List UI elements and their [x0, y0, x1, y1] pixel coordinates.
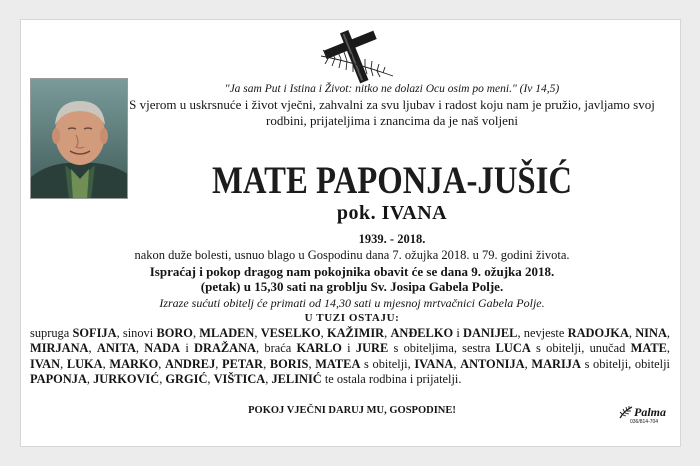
mourner-name: PETAR: [222, 356, 264, 371]
obituary-card: [20, 19, 681, 447]
mourner-name: GRGIĆ: [165, 372, 208, 387]
mourner-text: , braća: [256, 341, 297, 356]
mourner-name: DANIJEL: [463, 326, 518, 340]
mourner-text: ,: [666, 341, 671, 356]
intro-text: S vjerom u uskrsnuće i život vječni, zahvalni za svu ljubav i radost koju nam je pružio, javljamo svoj rodbini, prijateljima i znancima da je naš voljeni: [129, 97, 655, 128]
mourner-text: i: [341, 341, 356, 356]
mourner-text: i: [453, 326, 464, 340]
deceased-name: MATE PAPONJA-JUŠIĆ: [211, 159, 573, 202]
logo-wordmark: Palma: [634, 405, 666, 419]
mourner-text: s obitelji, unučad: [530, 341, 631, 356]
mourner-name: IVANA: [414, 356, 454, 371]
mourner-name: KAŽIMIR: [326, 326, 385, 340]
mourner-name: NADA: [144, 341, 181, 356]
mourners-heading: U TUZI OSTAJU:: [304, 312, 400, 324]
mourner-name: LUCA: [495, 341, 531, 356]
mourner-name: RADOJKA: [567, 326, 629, 340]
mourner-text: s obiteljima, sestra: [388, 341, 496, 356]
mourner-name: LUKA: [66, 356, 103, 371]
mourner-name: DRAŽANA: [194, 341, 257, 356]
logo-phone: 036/814-704: [630, 419, 659, 425]
mourner-name: BORIS: [269, 356, 309, 371]
mourner-text: ,: [192, 326, 200, 340]
mourner-text: , sinovi: [116, 326, 157, 340]
mourner-name: MLADEN: [199, 326, 255, 340]
mourner-name: ANITA: [96, 341, 136, 356]
bible-quote: "Ja sam Put i Istina i Život: nitko ne dolazi Ocu osim po meni." (Iv 14,5): [224, 83, 560, 95]
mourner-name: ANDREJ: [165, 356, 216, 371]
mourner-text: s obitelji, obitelji: [580, 356, 670, 371]
palm-branch-icon: [618, 405, 634, 419]
mourner-name: MARIJA: [531, 356, 581, 371]
mourner-text: ,: [60, 356, 67, 371]
condolence-line: Izraze sućuti obitelj će primati od 14,30 sati u mjesnoj mrtvačnici Gabela Polje.: [159, 296, 545, 310]
mourner-text: ,: [159, 372, 166, 387]
mourner-name: VIŠTICA: [213, 372, 266, 387]
mourner-text: ,: [215, 356, 223, 371]
mourner-text: ,: [308, 356, 316, 371]
mourner-name: JURE: [355, 341, 389, 356]
funeral-line-2: (petak) u 15,30 sati na groblju Sv. Josipa Gabela Polje.: [200, 279, 504, 294]
life-years: 1939. - 2018.: [358, 232, 426, 246]
mourner-name: ANĐELKO: [390, 326, 454, 340]
mourner-text: ,: [135, 341, 145, 356]
mourner-text: ,: [628, 326, 636, 340]
portrait-photo: [30, 78, 128, 199]
mourner-name: IVAN: [30, 356, 61, 371]
mourner-text: ,: [263, 356, 270, 371]
mourner-text: i: [180, 341, 195, 356]
mourner-text: ,: [254, 326, 261, 340]
mourner-text: ,: [265, 372, 272, 387]
closing-prayer: POKOJ VJEČNI DARUJ MU, GOSPODINE!: [248, 405, 456, 416]
mourner-text: te ostala rodbina i prijatelji.: [321, 372, 462, 387]
mourner-text: ,: [320, 326, 327, 340]
mourner-name: JELINIĆ: [271, 372, 322, 387]
mourner-text: supruga: [30, 326, 73, 340]
mourner-name: MATE: [630, 341, 667, 356]
mourner-name: SOFIJA: [72, 326, 117, 340]
mourner-text: ,: [207, 372, 214, 387]
mourner-name: NINA: [635, 326, 667, 340]
mourners-list: [30, 326, 670, 388]
mourner-text: , nevjeste: [517, 326, 568, 340]
funeral-line-1: Ispraćaj i pokop dragog nam pokojnika obavit će se dana 9. ožujka 2018.: [149, 264, 555, 279]
mourner-name: VESELKO: [260, 326, 321, 340]
mourner-text: ,: [666, 326, 671, 340]
mourner-name: ANTONIJA: [460, 356, 525, 371]
mourner-text: ,: [384, 326, 391, 340]
mourner-name: KARLO: [296, 341, 342, 356]
mourner-text: ,: [453, 356, 461, 371]
mourner-text: ,: [102, 356, 110, 371]
cross-with-palm-icon: [303, 26, 403, 84]
father-name: pok. IVANA: [336, 202, 448, 224]
mourner-name: MIRJANA: [30, 341, 89, 356]
mourner-name: BORO: [156, 326, 193, 340]
publisher-logo: [618, 405, 674, 431]
mourner-text: ,: [88, 341, 97, 356]
mourner-text: ,: [524, 356, 532, 371]
mourner-name: MARKO: [109, 356, 159, 371]
mourner-text: s obitelji,: [360, 356, 415, 371]
mourner-name: JURKOVIĆ: [93, 372, 160, 387]
mourner-text: ,: [158, 356, 166, 371]
death-notice-line: nakon duže bolesti, usnuo blago u Gospodinu dana 7. ožujka 2018. u 79. godini života.: [134, 248, 570, 262]
mourner-name: MATEA: [315, 356, 361, 371]
mourner-text: ,: [86, 372, 94, 387]
mourner-name: PAPONJA: [30, 372, 87, 387]
